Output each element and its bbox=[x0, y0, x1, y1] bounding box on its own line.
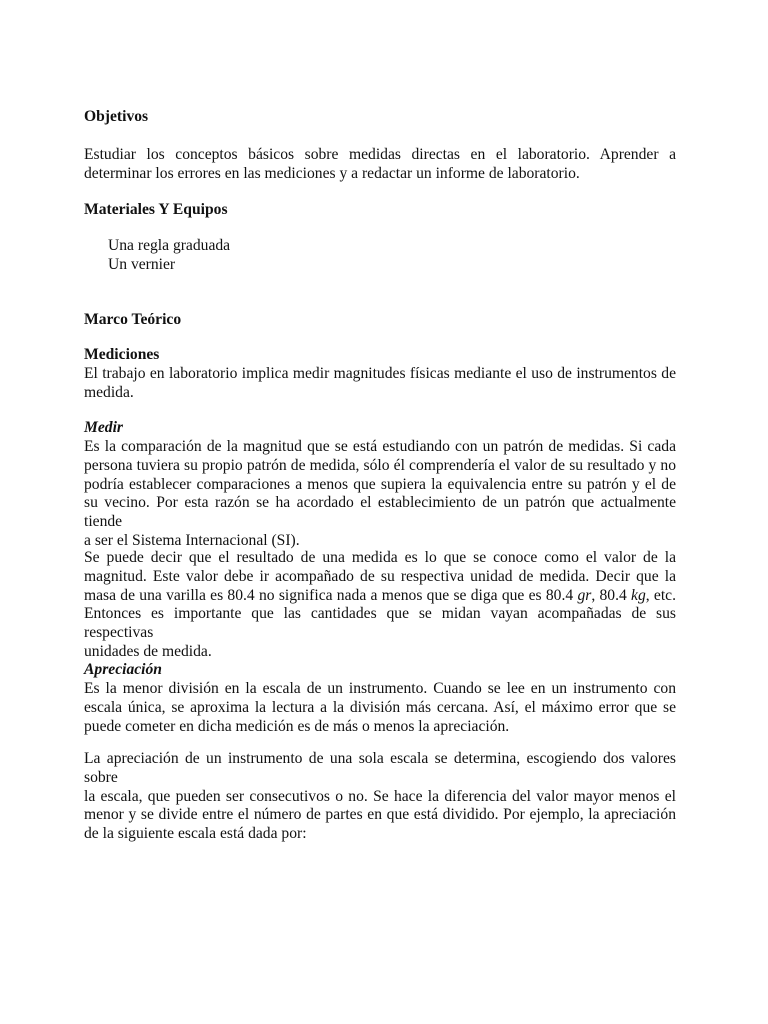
paragraph-line bbox=[84, 587, 676, 606]
text-run: , 80.4 bbox=[591, 586, 632, 604]
paragraph-line: puede cometer en dicha medición es de más o menos la apreciación. bbox=[84, 717, 510, 735]
paragraph-line: La apreciación de un instrumento de una sola escala se determina, escogiendo dos valores sobre bbox=[84, 750, 676, 786]
paragraph-line: Es la menor división en la escala de un instrumento. Cuando se lee en un instrumento con bbox=[84, 680, 676, 697]
mediciones-heading: Mediciones bbox=[84, 346, 160, 363]
list-item: Una regla graduada bbox=[108, 237, 231, 254]
paragraph-line: Se puede decir que el resultado de una medida es lo que se conoce como el valor de la bbox=[84, 549, 676, 566]
paragraph-line: escala única, se aproxima la lectura a la división más cercana. Así, el máximo error que se bbox=[84, 698, 676, 716]
apreciacion-heading: Apreciación bbox=[84, 661, 162, 678]
medir-heading: Medir bbox=[84, 419, 123, 436]
unit-kg: kg bbox=[631, 586, 646, 604]
text-run: masa de una varilla es 80.4 no significa nada a menos que se diga que es 80.4 bbox=[84, 586, 578, 604]
text-run: , etc. bbox=[645, 586, 677, 604]
materiales-heading: Materiales Y Equipos bbox=[84, 201, 228, 218]
apreciacion-paragraph-2 bbox=[84, 750, 676, 844]
paragraph-line: Estudiar los conceptos básicos sobre medidas directas en el laboratorio. Aprender a bbox=[84, 146, 676, 163]
paragraph-line: su vecino. Por esta razón se ha acordado el establecimiento de un patrón que actualmente tiende bbox=[84, 494, 676, 531]
mediciones-paragraph bbox=[84, 365, 676, 403]
medir-paragraph-1 bbox=[84, 438, 676, 551]
unit-gr: gr bbox=[577, 586, 592, 604]
paragraph-line: unidades de medida. bbox=[84, 642, 212, 660]
paragraph-line: a ser el Sistema Internacional (SI). bbox=[84, 531, 300, 549]
paragraph-line: podría establecer comparaciones a menos que supiera la equivalencia entre su patrón y el de bbox=[84, 475, 676, 493]
paragraph-line: de la siguiente escala está dada por: bbox=[84, 825, 307, 843]
paragraph-line: menor y se divide entre el número de partes en que está dividido. Por ejemplo, la apreciación bbox=[84, 806, 676, 824]
paragraph-line: la escala, que pueden ser consecutivos o no. Se hace la diferencia del valor mayor menos el bbox=[84, 787, 676, 805]
marco-teorico-heading: Marco Teórico bbox=[84, 311, 182, 328]
paragraph-line: Entonces es importante que las cantidades que se midan vayan acompañadas de sus respectivas bbox=[84, 605, 676, 642]
paragraph-line: Es la comparación de la magnitud que se está estudiando con un patrón de medidas. Si cada bbox=[84, 438, 676, 455]
materiales-list bbox=[108, 237, 230, 275]
paragraph-line: El trabajo en laboratorio implica medir magnitudes físicas mediante el uso de instrumentos de bbox=[84, 365, 676, 382]
paragraph-line: determinar los errores en las mediciones y a redactar un informe de laboratorio. bbox=[84, 164, 580, 182]
objetivos-paragraph bbox=[84, 146, 676, 184]
list-item: Un vernier bbox=[108, 255, 176, 273]
paragraph-line: magnitud. Este valor debe ir acompañado de su respectiva unidad de medida. Decir que la bbox=[84, 567, 676, 585]
objetivos-heading: Objetivos bbox=[84, 108, 149, 125]
apreciacion-paragraph-1 bbox=[84, 680, 676, 736]
paragraph-line: medida. bbox=[84, 383, 134, 401]
paragraph-line: persona tuviera su propio patrón de medida, sólo él comprendería el valor de su resultado y no bbox=[84, 456, 676, 474]
medir-paragraph-2 bbox=[84, 549, 676, 662]
